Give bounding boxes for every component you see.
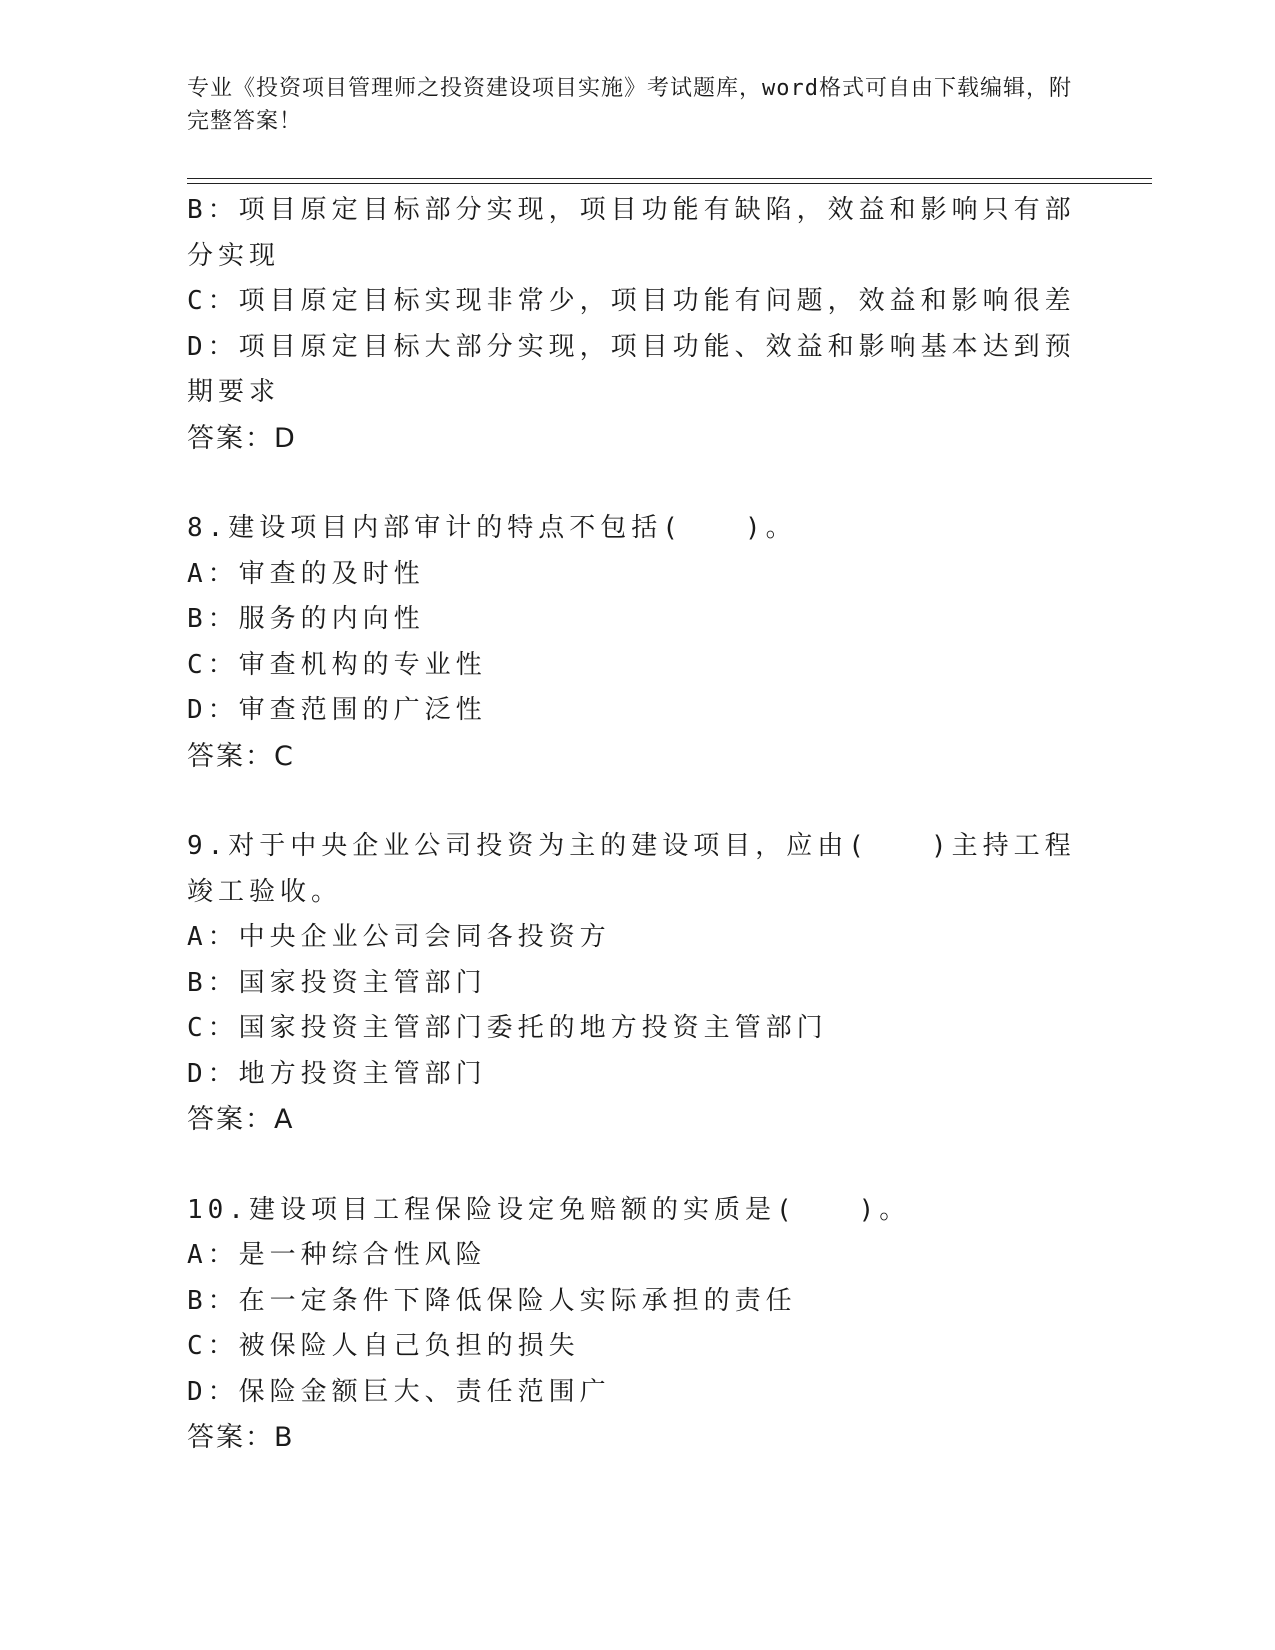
option-b: B：在一定条件下降低保险人实际承担的责任	[187, 1285, 797, 1316]
question-9	[187, 824, 1087, 1143]
question-stem: 10.建设项目工程保险设定免赔额的实质是( )。	[187, 1194, 911, 1225]
question-content	[187, 188, 1087, 1461]
answer-line: 答案：D	[187, 422, 297, 454]
answer-line: 答案：B	[187, 1422, 295, 1453]
option-c: C：审查机构的专业性	[187, 649, 487, 680]
option-a: A：审查的及时性	[187, 558, 425, 589]
option-b: B：服务的内向性	[187, 604, 425, 634]
option-b: B：国家投资主管部门	[187, 967, 487, 998]
header-divider-top	[187, 178, 1152, 179]
option-d: D：地方投资主管部门	[187, 1058, 487, 1089]
option-d: D：项目原定目标大部分实现，项目功能、效益和影响基本达到预期要求	[187, 331, 1076, 407]
header-divider-bottom	[187, 183, 1152, 184]
option-d: D：保险金额巨大、责任范围广	[187, 1376, 611, 1407]
question-stem: 9.对于中央企业公司投资为主的建设项目，应由( )主持工程竣工验收。	[187, 831, 1076, 907]
option-a: A：是一种综合性风险	[187, 1240, 487, 1270]
option-c: C：国家投资主管部门委托的地方投资主管部门	[187, 1013, 828, 1043]
option-c: C：被保险人自己负担的损失	[187, 1331, 580, 1361]
answer-line: 答案：C	[187, 740, 295, 772]
option-d: D：审查范围的广泛性	[187, 695, 487, 725]
answer-line: 答案：A	[187, 1104, 295, 1135]
question-8	[187, 506, 1087, 779]
document-header: 专业《投资项目管理师之投资建设项目实施》考试题库，word格式可自由下载编辑，附完整答案！	[187, 76, 1072, 134]
question-stem: 8.建设项目内部审计的特点不包括( )。	[187, 513, 797, 543]
question-7-continuation	[187, 188, 1087, 461]
question-10	[187, 1188, 1087, 1461]
option-b: B：项目原定目标部分实现，项目功能有缺陷，效益和影响只有部分实现	[187, 195, 1076, 271]
option-c: C：项目原定目标实现非常少，项目功能有问题，效益和影响很差	[187, 286, 1076, 316]
option-a: A：中央企业公司会同各投资方	[187, 922, 611, 952]
